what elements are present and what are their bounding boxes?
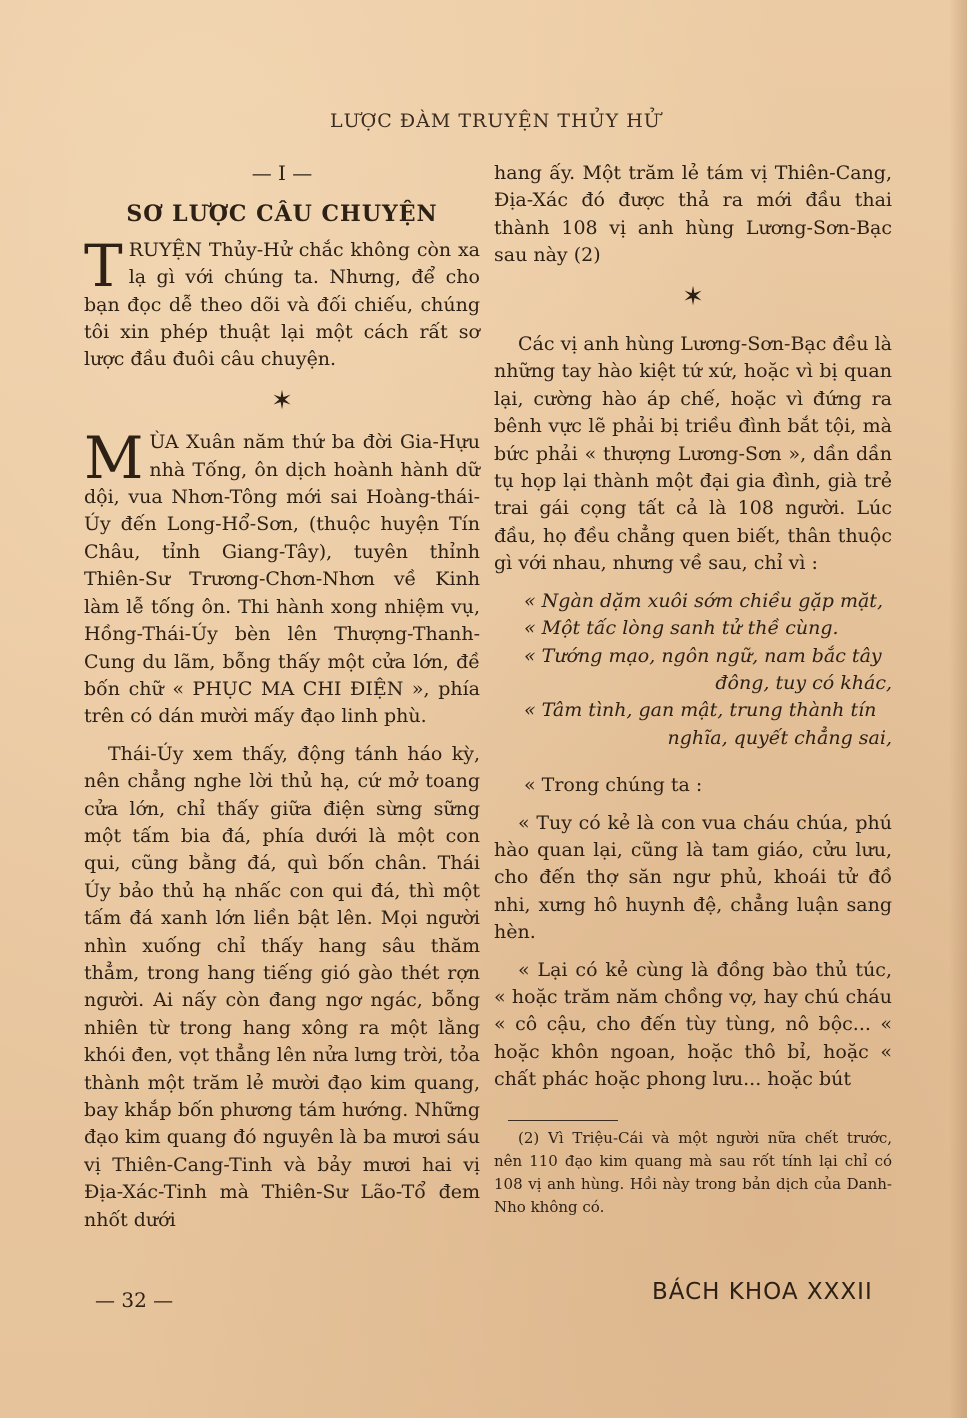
story-paragraph-2: Thái-Úy xem thấy, động tánh háo kỳ, nên chẳng nghe lời thủ hạ, cứ mở toang cửa lớn, chỉ thấy giữa điện sừng sững một tấm bia đá, phía dưới là một con qui, cũng bằng đá, quì bốn chân. Thái Úy bảo thủ hạ nhấc con qui đá, thì một tấm đá xanh lớn liền bật lên. Mọi người nhìn xuống chỉ thấy hang sâu thăm thẳm, trong hang tiếng gió gào thét rợn người. Ai nấy còn đang ngơ ngác, bỗng nhiên từ trong hang xông ra một lằng khói đen, vọt thẳng lên nửa lưng trời, tỏa thành một trăm lẻ mười đạo kim quang, bay khắp bốn phương tám hướng. Những đạo kim quang đó nguyên là ba mươi sáu vị Thiên-Cang-Tinh và bảy mươi hai vị Địa-Xác-Tinh mà Thiên-Sư Lão-Tổ đem nhốt dưới (84, 742, 480, 1231)
page-edge-stain (949, 0, 967, 1418)
section-title: SƠ LƯỢC CÂU CHUYỆN (126, 201, 438, 228)
quote-line: « Trong chúng ta : (524, 774, 703, 797)
verse-line-continued: đông, tuy có khác, (715, 671, 892, 694)
left-column (84, 160, 480, 1234)
star-divider-icon: ✶ (271, 385, 293, 416)
journal-title: BÁCH KHOA XXXII (652, 1279, 873, 1305)
star-divider-icon: ✶ (682, 281, 704, 312)
verse-line: « Một tấc lòng sanh tử thề cùng. (524, 617, 839, 640)
page-number: — 32 — (95, 1288, 174, 1312)
continued-paragraph: hang ấy. Một trăm lẻ tám vị Thiên-Cang, Địa-Xác đó được thả ra mới đầu thai thành 108 vị anh hùng Lương-Sơn-Bạc sau này (2) (494, 162, 892, 267)
drop-cap-m: M (84, 424, 144, 493)
story-text-1: ÙA Xuân năm thứ ba đời Gia-Hựu nhà Tống, ôn dịch hoành hành dữ dội, vua Nhơn-Tông mới sai Hoàng-thái-Úy đến Long-Hổ-Sơn, (thuộc huyện Tín Châu, tỉnh Giang-Tây), tuyên thỉnh Thiên-Sư Trương-Chơn-Nhơn về Kinh làm lễ tống ôn. Thi hành xong nhiệm vụ, Hồng-Thái-Úy bèn lên Thượng-Thanh-Cung du lãm, bỗng thấy một cửa lớn, đề bốn chữ « PHỤC MA CHI ĐIỆN », phía trên có dán mười mấy đạo linh phù. (84, 431, 480, 728)
section-number: — I — (251, 161, 313, 185)
drop-cap-t: T (84, 231, 123, 300)
verse-block (494, 588, 892, 752)
verse-line: « Tâm tình, gan mật, trung thành tín (524, 699, 877, 722)
running-head: LƯỢC ĐÀM TRUYỆN THỦY HỬ (330, 110, 661, 132)
quote-paragraph: « Tuy có kẻ là con vua cháu chúa, phú hào quan lại, cũng là tam giáo, cửu lưu, cho đến thợ săn ngư phủ, khoái tử đồ nhi, xưng hô huynh đệ, chẳng luận sang hèn. (494, 811, 892, 944)
footnote: (2) Vì Triệu-Cái và một người nữa chết trước, nên 110 đạo kim quang mà sau rốt tính lại chỉ có 108 vị anh hùng. Hồi này trong bản dịch của Danh-Nho không có. (494, 1128, 892, 1216)
verse-line-continued: nghĩa, quyết chẳng sai, (667, 726, 892, 749)
intro-text: RUYỆN Thủy-Hử chắc không còn xa lạ gì với chúng ta. Nhưng, để cho bạn đọc dễ theo dõi và đối chiếu, chúng tôi xin phép thuật lại một cách rất sơ lược đầu đuôi câu chuyện. (84, 238, 480, 371)
story-paragraph-1 (84, 424, 480, 730)
heroes-paragraph: Các vị anh hùng Lương-Sơn-Bạc đều là những tay hào kiệt tứ xứ, hoặc vì bị quan lại, cường hào áp chế, hoặc vì đứng ra bênh vực lẽ phải bị triều đình bắt tội, mà bức phải « thượng Lương-Sơn », dần dần tụ họp lại thành một đại gia đình, già trẻ trai gái cọng tất cả là 108 người. Lúc đầu, họ đều chẳng quen biết, thân thuộc gì với nhau, nhưng về sau, chỉ vì : (494, 333, 892, 575)
footnote-rule (508, 1120, 618, 1121)
quote-paragraph: « Lại có kẻ cùng là đồng bào thủ túc, « hoặc trăm năm chồng vợ, hay chú cháu « cô cậu, cho đến tùy tùng, nô bộc... « hoặc khôn ngoan, hoặc thô bỉ, hoặc « chất phác hoặc phong lưu... hoặc bút (494, 958, 892, 1091)
intro-paragraph (84, 231, 480, 374)
right-column (494, 160, 892, 1219)
verse-line: « Ngàn dặm xuôi sớm chiều gặp mặt, (524, 589, 883, 612)
verse-line: « Tướng mạo, ngôn ngữ, nam bắc tây (524, 644, 882, 667)
